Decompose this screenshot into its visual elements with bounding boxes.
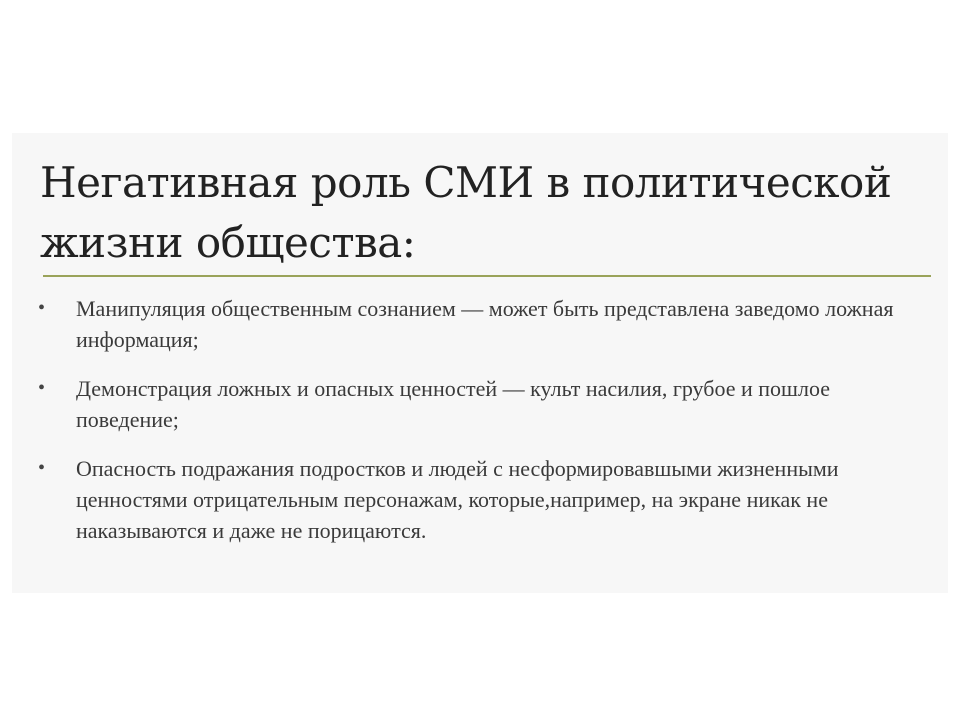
title-line-1: Негативная роль СМИ в политической [40,158,892,207]
bullet-list [38,293,933,564]
title-divider [43,275,931,277]
bullet-dot-icon: • [38,297,46,319]
bullet-item-false-values [38,373,933,435]
slide [12,133,948,593]
title-line-2: жизни общества: [40,218,416,267]
bullet-item-manipulation [38,293,933,355]
bullet-text: Манипуляция общественным сознанием — может быть представлена заведомо ложная информация; [76,296,894,352]
bullet-text: Демонстрация ложных и опасных ценностей — культ насилия, грубое и пошлое поведение; [76,376,830,432]
bullet-item-imitation [38,453,933,546]
slide-title [40,153,920,273]
bullet-dot-icon: • [38,377,46,399]
bullet-text: Опасность подражания подростков и людей с несформировавшыми жизненными ценностями отрицательным персонажам, которые,например, на экране никак не наказываются и даже не порицаются. [76,456,839,543]
bullet-dot-icon: • [38,457,46,479]
